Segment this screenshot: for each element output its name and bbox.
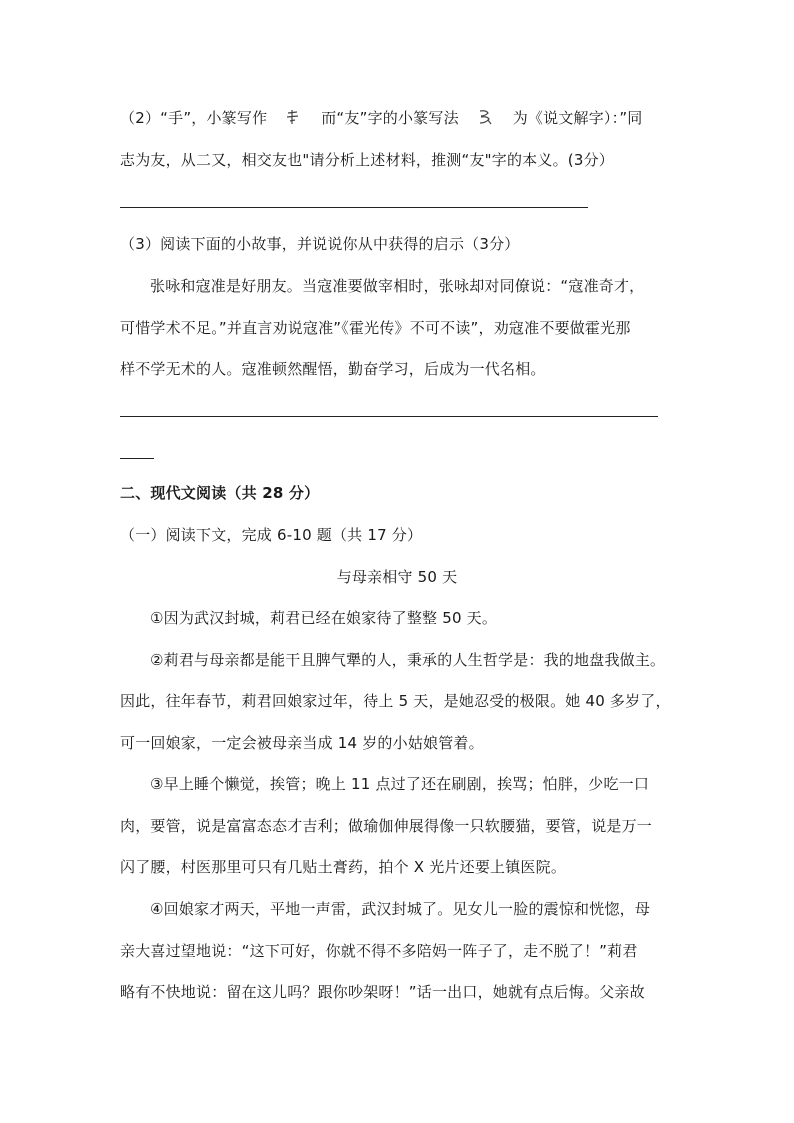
- seal-script-hand-icon: [272, 108, 316, 126]
- q2-text-a: （2）“手”，小篆写作: [120, 109, 268, 127]
- answer-line-q3: [120, 416, 658, 417]
- seal-script-you-icon: [464, 108, 508, 126]
- article-line: 略有不快地说：留在这儿吗？跟你吵架呀！”话一出口，她就有点后悔。父亲故: [120, 983, 645, 1001]
- q3-story-line: 张咏和寇准是好朋友。当寇准要做宰相时，张咏却对同僚说：“寇准奇才，: [150, 277, 645, 295]
- q3-story-line: 样不学无术的人。寇准顿然醒悟，勤奋学习，后成为一代名相。: [120, 360, 546, 378]
- article-line: 亲大喜过望地说：“这下可好，你就不得不多陪妈一阵子了，走不脱了！”莉君: [120, 942, 638, 960]
- article-line: 肉，要管，说是富富态态才吉利；做瑜伽伸展得像一只软腰猫，要管，说是万一: [120, 817, 653, 835]
- article-line: 可一回娘家，一定会被母亲当成 14 岁的小姑娘管着。: [120, 734, 484, 752]
- q2-line-2: 志为友，从二又，相交友也"请分析上述材料，推测“友"字的本义。(3分）: [120, 151, 614, 169]
- q2-line-1: [120, 108, 643, 128]
- section-subheading: （一）阅读下文，完成 6-10 题（共 17 分）: [120, 526, 423, 544]
- q2-text-b: 而“友”字的小篆写法: [321, 109, 459, 127]
- section-heading: 二、现代文阅读（共 28 分）: [120, 484, 320, 502]
- q3-title: （3）阅读下面的小故事，并说说你从中获得的启示（3分）: [120, 235, 520, 253]
- article-line: ①因为武汉封城，莉君已经在娘家待了整整 50 天。: [150, 609, 498, 627]
- q2-text-c: 为《说文解字）：”同: [512, 109, 643, 127]
- article-line: 因此，往年春节，莉君回娘家过年，待上 5 天，是她忍受的极限。她 40 多岁了，: [120, 692, 671, 710]
- answer-line-q2: [120, 207, 588, 208]
- answer-line-q3-tail: [120, 458, 154, 459]
- article-title: 与母亲相守 50 天: [336, 568, 458, 586]
- article-line: ④回娘家才两天，平地一声雷，武汉封城了。见女儿一脸的震惊和恍惚，母: [150, 900, 651, 918]
- article-line: 闪了腰，村医那里可只有几贴土膏药，拍个 X 光片还要上镇医院。: [120, 858, 567, 876]
- q3-story-line: 可惜学术不足。”并直言劝说寇准”《霍光传》不可不读”，劝寇准不要做霍光那: [120, 319, 631, 337]
- article-line: ③早上睡个懒觉，挨管；晚上 11 点过了还在刷剧，挨骂；怕胖，少吃一口: [150, 775, 650, 793]
- article-line: ②莉君与母亲都是能干且脾气犟的人，秉承的人生哲学是：我的地盘我做主。: [150, 651, 666, 669]
